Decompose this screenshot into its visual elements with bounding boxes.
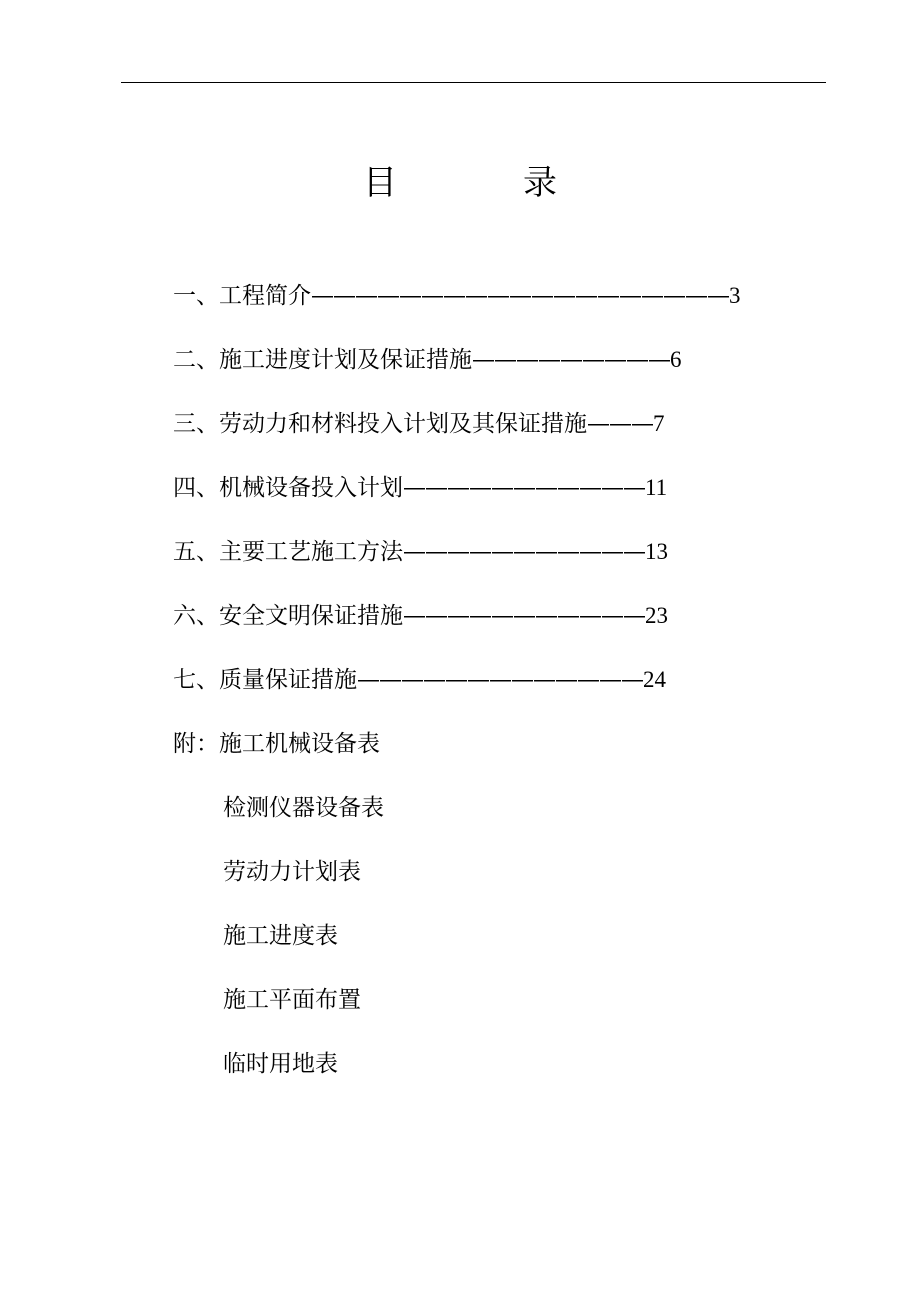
toc-entry-4[interactable] [173,464,733,528]
toc-page-number: 7 [653,411,665,436]
toc-dot-leader: ——————————————————— [311,283,729,309]
toc-entry-label: 机械设备投入计划 [219,475,403,501]
toc-entry-2[interactable] [173,336,733,400]
toc-entry-number: 二、 [173,347,219,373]
appendix-entry-4[interactable] [173,912,733,976]
toc-entry-label: 工程简介 [219,283,311,309]
appendix-heading: 附： [173,731,219,757]
toc-dot-leader: ——— [587,411,653,437]
toc-entry-label: 主要工艺施工方法 [219,539,403,565]
appendix-entry-6[interactable] [173,1040,733,1104]
toc-entry-number: 三、 [173,411,219,437]
toc-page-number: 13 [645,539,668,564]
appendix-entry-5[interactable] [173,976,733,1040]
toc-entry-number: 六、 [173,603,219,629]
toc-entry-label: 安全文明保证措施 [219,603,403,629]
toc-entry-number: 五、 [173,539,219,565]
toc-entry-3[interactable] [173,400,733,464]
toc-page-number: 6 [670,347,682,372]
toc-entry-label: 施工进度计划及保证措施 [219,347,472,373]
toc-page-number: 11 [645,475,668,500]
toc-entry-1[interactable] [173,272,741,336]
table-of-contents [173,272,741,1104]
appendix-entry-1[interactable] [173,720,733,784]
header-rule [121,82,826,83]
appendix-item-label: 劳动力计划表 [223,859,361,885]
toc-page-number: 3 [729,283,741,308]
appendix-item-label: 施工机械设备表 [219,731,380,757]
toc-entry-number: 一、 [173,283,219,309]
toc-dot-leader: ——————————— [403,603,645,629]
toc-entry-6[interactable] [173,592,733,656]
toc-entry-label: 质量保证措施 [219,667,357,693]
appendix-item-label: 施工平面布置 [223,987,361,1013]
toc-entry-label: 劳动力和材料投入计划及其保证措施 [219,411,587,437]
toc-entry-7[interactable] [173,656,733,720]
toc-entry-number: 四、 [173,475,219,501]
toc-entry-5[interactable] [173,528,733,592]
toc-dot-leader: ————————— [472,347,670,373]
toc-dot-leader: ————————————— [357,667,643,693]
appendix-entry-2[interactable] [173,784,733,848]
page-title: 目 录 [363,163,603,203]
toc-page-number: 23 [645,603,668,628]
toc-dot-leader: ——————————— [403,475,645,501]
toc-dot-leader: ——————————— [403,539,645,565]
appendix-item-label: 施工进度表 [223,923,338,949]
appendix-item-label: 检测仪器设备表 [223,795,384,821]
toc-page-number: 24 [643,667,666,692]
appendix-item-label: 临时用地表 [223,1051,338,1077]
appendix-entry-3[interactable] [173,848,733,912]
toc-entry-number: 七、 [173,667,219,693]
